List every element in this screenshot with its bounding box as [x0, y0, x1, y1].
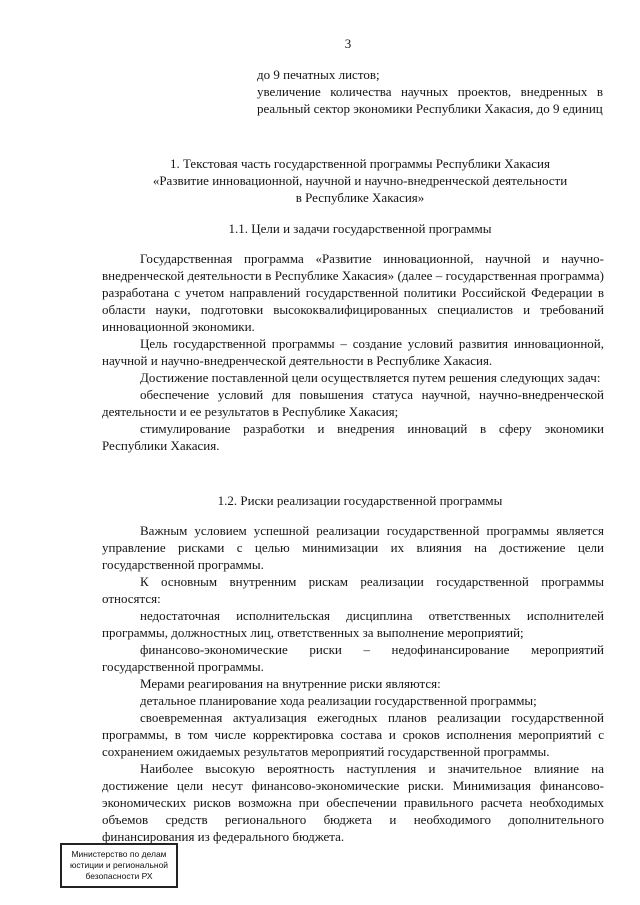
section-1-heading-line: «Развитие инновационной, научной и научно-внедренческой деятельности: [152, 173, 568, 188]
stamp-line: безопасности РХ: [85, 871, 153, 881]
stamp-line: юстиции и региональной: [69, 860, 169, 870]
paragraph: Государственная программа «Развитие инновационной, научной и научно-внедренческой деятельности в Республике Хакасия» (далее – государственная программа) разработана с учетом направлений государственной политики Российской Федерации в области науки, подготовки высококвалифицированных специалистов и требований инновационной экономики.: [102, 251, 604, 334]
section-1-2-body: [102, 522, 604, 845]
section-1-heading-line: в Республике Хакасия»: [295, 190, 425, 205]
section-1-1-body: [102, 250, 604, 454]
page-number: 3: [344, 36, 352, 51]
section-1-1-heading: 1.1. Цели и задачи государственной программы: [228, 221, 492, 236]
stamp-line: Министерство по делам: [71, 849, 167, 859]
paragraph: Наиболее высокую вероятность наступления и значительное влияние на достижение цели несут финансово-экономические риски. Минимизация финансово-экономических рисков возможна при обеспечении правильного расчета необходимых объемов средств регионального бюджета и необходимого дополнительного финансирования из федерального бюджета.: [102, 761, 604, 844]
ministry-stamp: [60, 843, 178, 888]
paragraph: своевременная актуализация ежегодных планов реализации государственной программы, в том числе корректировка состава и сроков исполнения мероприятий с сохранением ожидаемых результатов мероприятий государственной программы.: [102, 710, 604, 759]
paragraph: Цель государственной программы – создание условий развития инновационной, научной и научно-внедренческой деятельности в Республике Хакасия.: [102, 336, 604, 368]
intro-line: увеличение количества научных проектов, внедренных в реальный сектор экономики Республики Хакасия, до 9 единиц: [257, 84, 603, 116]
paragraph: обеспечение условий для повышения статуса научной, научно-внедренческой деятельности и ее результатов в Республике Хакасия;: [102, 387, 604, 419]
section-1-heading-line: 1. Текстовая часть государственной программы Республики Хакасия: [169, 156, 550, 171]
paragraph: стимулирование разработки и внедрения инноваций в сферу экономики Республики Хакасия.: [102, 421, 604, 453]
paragraph: детальное планирование хода реализации государственной программы;: [140, 693, 537, 708]
paragraph: К основным внутренним рискам реализации государственной программы относятся:: [102, 574, 604, 606]
section-1-heading: [100, 155, 620, 206]
paragraph: Достижение поставленной цели осуществляется путем решения следующих задач:: [140, 370, 601, 385]
section-1-2-heading: 1.2. Риски реализации государственной программы: [217, 493, 503, 508]
paragraph: финансово-экономические риски – недофинансирование мероприятий государственной программы.: [102, 642, 604, 674]
paragraph: Мерами реагирования на внутренние риски являются:: [140, 676, 441, 691]
paragraph: Важным условием успешной реализации государственной программы является управление рисками с целью минимизации их влияния на достижение цели государственной программы.: [102, 523, 604, 572]
intro-line: до 9 печатных листов;: [257, 67, 380, 82]
intro-continuation: [257, 66, 603, 117]
paragraph: недостаточная исполнительская дисциплина ответственных исполнителей программы, должностных лиц, ответственных за выполнение мероприятий;: [102, 608, 604, 640]
